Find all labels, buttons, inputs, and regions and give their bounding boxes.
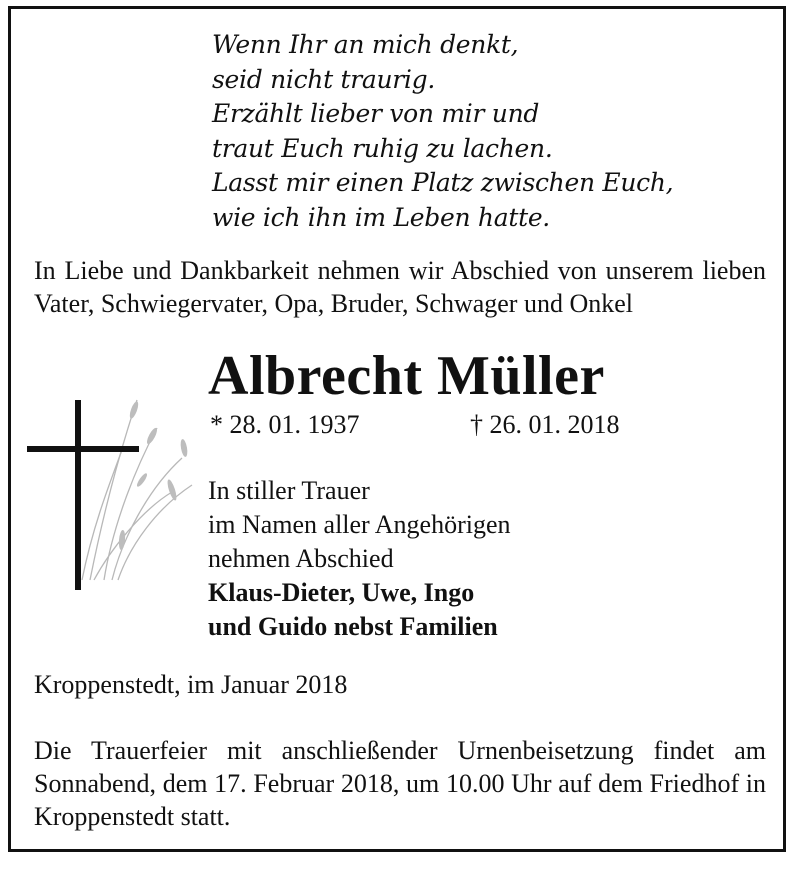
mourner-names: und Guido nebst Familien <box>208 612 498 641</box>
mourners-line: im Namen aller Angehörigen <box>208 510 511 539</box>
poem-line: Erzählt lieber von mir und <box>212 99 540 129</box>
poem <box>212 28 673 236</box>
mourners-line: In stiller Trauer <box>208 476 370 505</box>
poem-line: Lasst mir einen Platz zwischen Euch, <box>212 168 674 198</box>
mourners-block <box>208 474 511 644</box>
mourner-names: Klaus-Dieter, Uwe, Ingo <box>208 578 475 607</box>
death-date: † 26. 01. 2018 <box>470 410 620 439</box>
place-date: Kroppenstedt, im Januar 2018 <box>34 670 348 699</box>
intro-text: In Liebe und Dankbarkeit nehmen wir Abschied von unserem lieben Vater, Schwiegervater, Opa, Bruder, Schwager und Onkel <box>34 256 766 318</box>
cross-with-grass-icon <box>22 380 222 600</box>
funeral-info: Die Trauerfeier mit anschließender Urnenbeisetzung findet am Sonnabend, dem 17. Februar 2018, um 10.00 Uhr auf dem Friedhof in Kroppenstedt statt. <box>34 736 766 831</box>
poem-line: wie ich ihn im Leben hatte. <box>212 202 550 232</box>
poem-line: traut Euch ruhig zu lachen. <box>212 133 553 163</box>
birth-date: * 28. 01. 1937 <box>210 410 360 439</box>
deceased-name: Albrecht Müller <box>208 345 605 407</box>
poem-line: seid nicht traurig. <box>212 64 435 94</box>
poem-line: Wenn Ihr an mich denkt, <box>212 30 519 59</box>
mourners-line: nehmen Abschied <box>208 544 394 573</box>
